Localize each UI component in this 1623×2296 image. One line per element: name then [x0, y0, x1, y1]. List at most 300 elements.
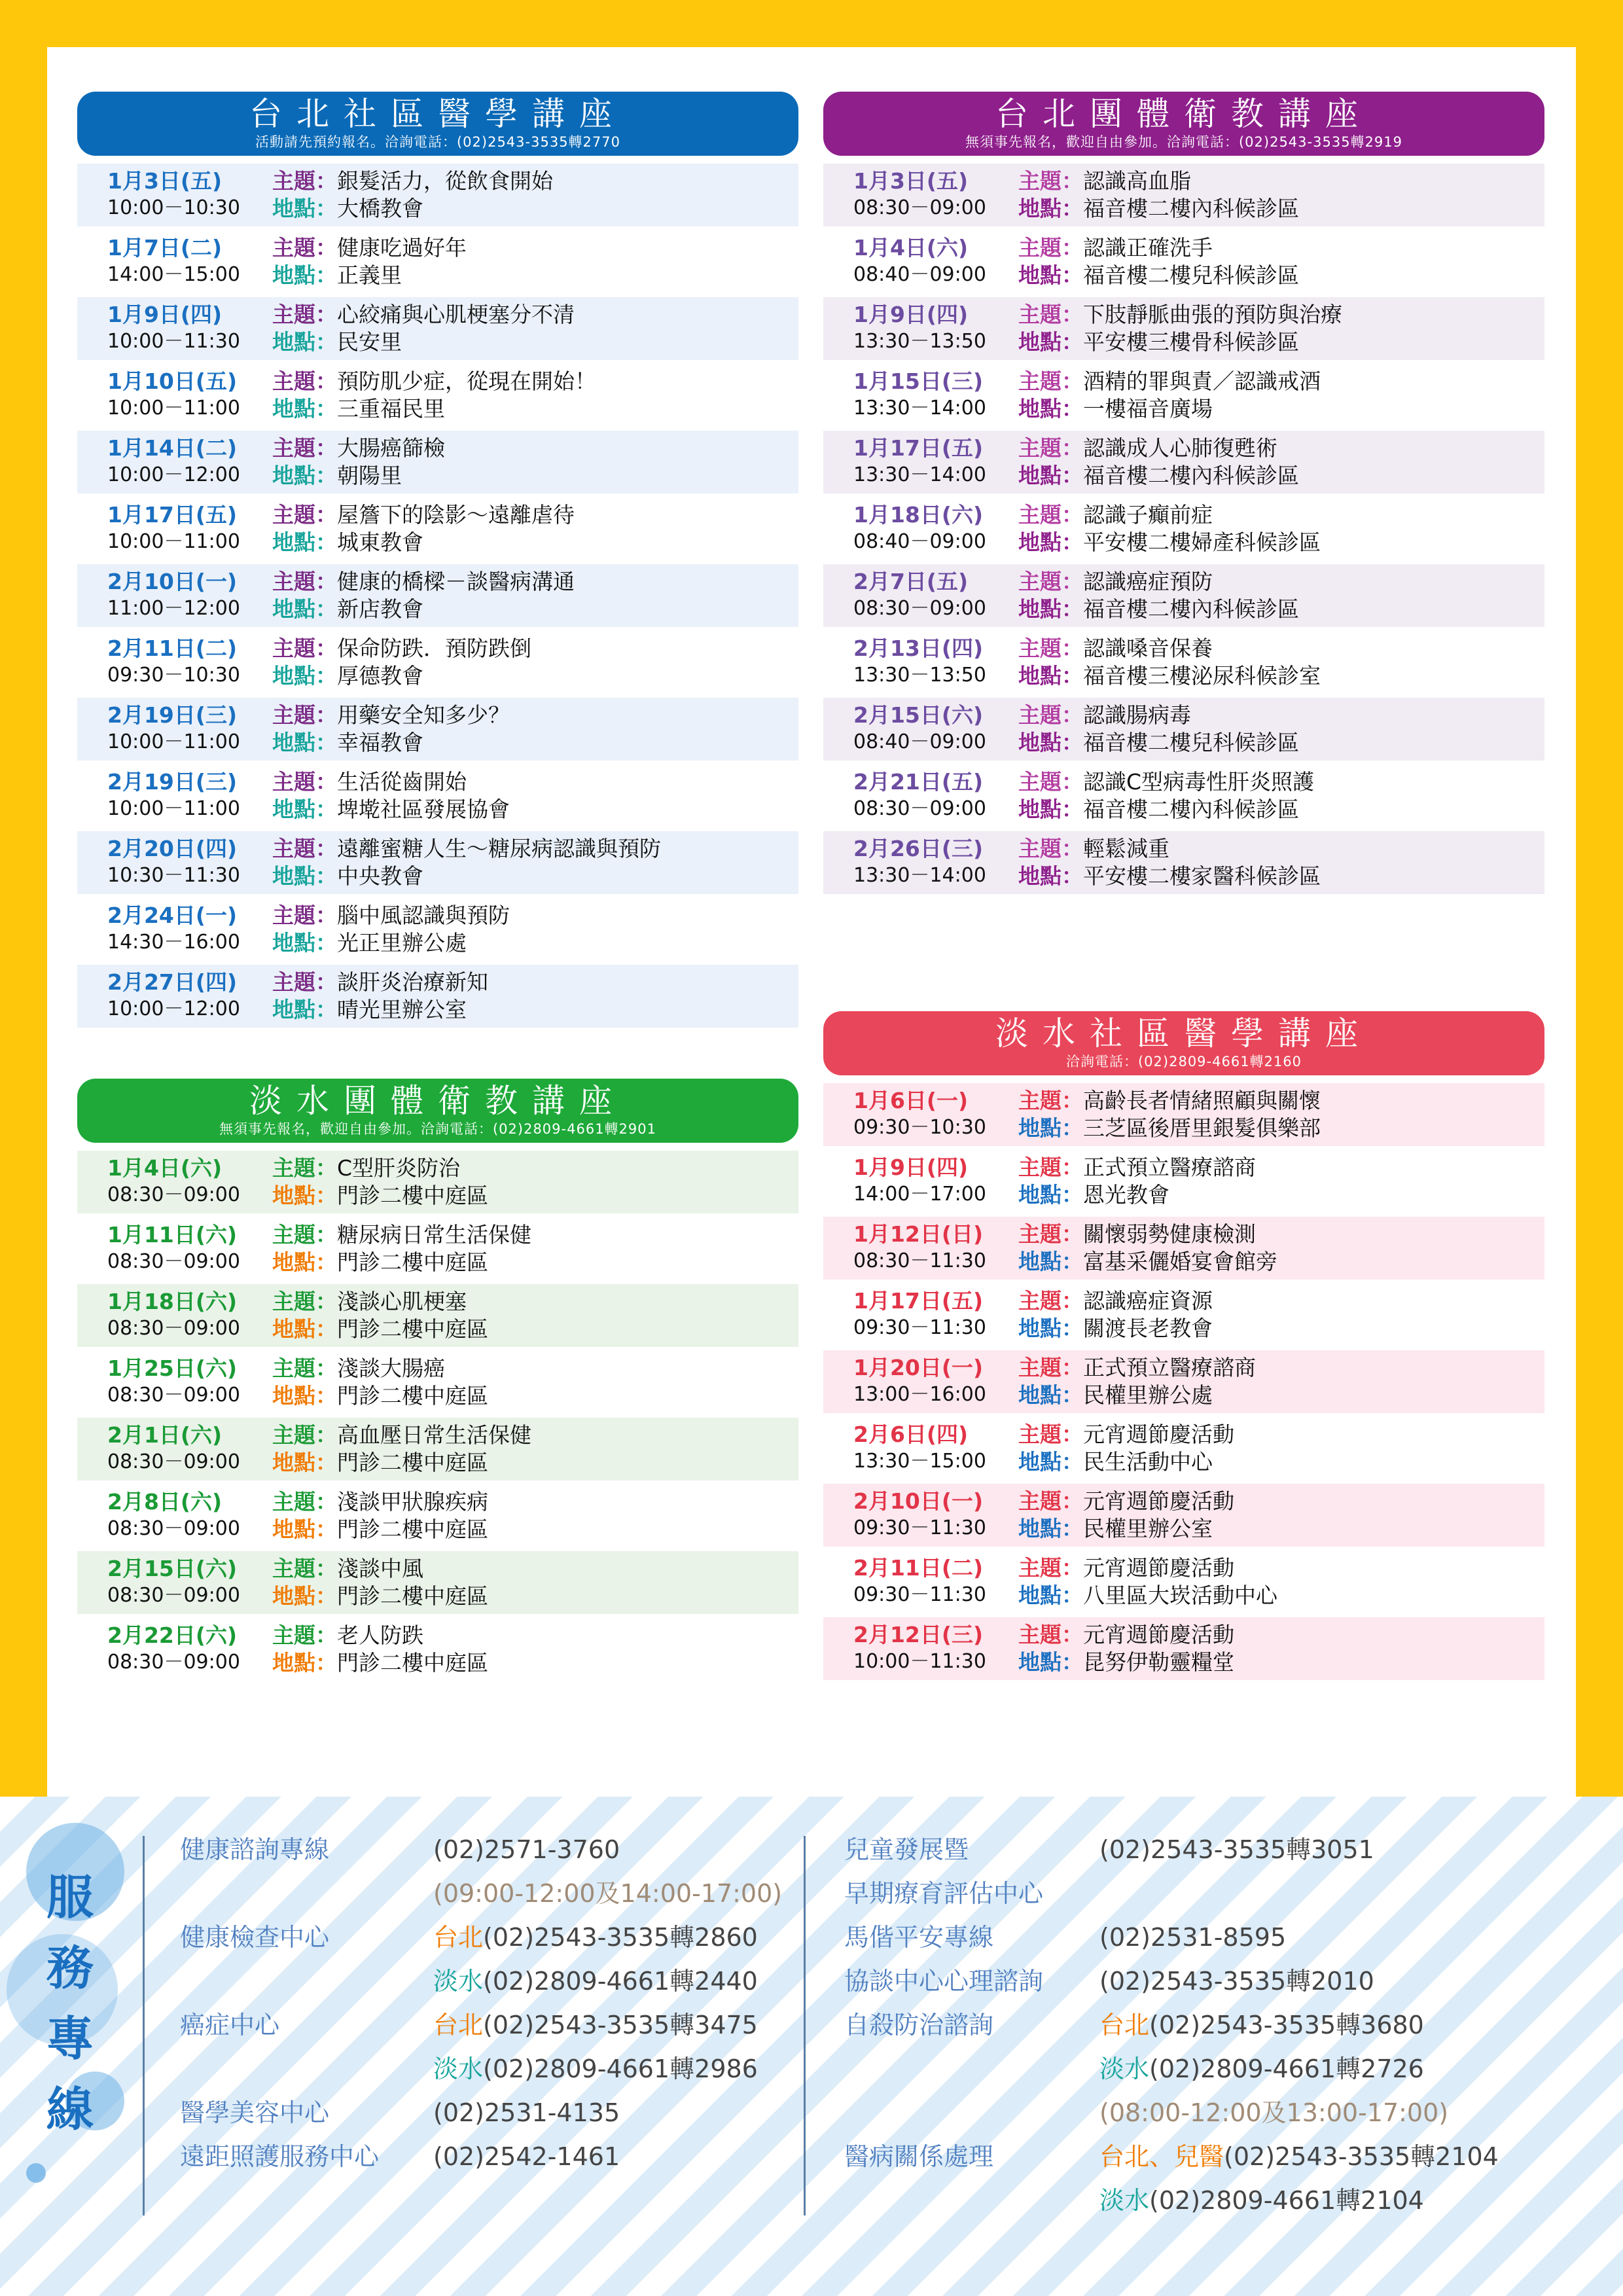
lecture-datetime [77, 564, 272, 627]
lecture-time: 09:30－11:30 [853, 1583, 986, 1606]
lecture-time: 08:40－09:00 [853, 530, 986, 553]
place-line [272, 529, 798, 556]
lecture-datetime [823, 1217, 1018, 1280]
lecture-info [1018, 1283, 1544, 1346]
colon: ： [1061, 302, 1083, 327]
topic-value: 大腸癌篩檢 [337, 435, 445, 461]
lecture-info [272, 1351, 798, 1414]
branch-label: 台北、兒醫 [1099, 2142, 1224, 2171]
service-number [1099, 1960, 1374, 2003]
lecture-datetime [77, 1151, 272, 1213]
topic-label: 主題 [1018, 1422, 1061, 1447]
place-line [272, 796, 798, 823]
lecture-date: 1月12日(日) [853, 1221, 984, 1247]
colon: ： [1061, 235, 1083, 260]
topic-label: 主題 [272, 1556, 315, 1581]
phone-number: (02)2543-3535轉3051 [1099, 1835, 1374, 1864]
colon: ： [315, 863, 337, 889]
topic-value: 淺談大腸癌 [337, 1355, 445, 1381]
lecture-info [1018, 230, 1544, 293]
topic-line [1018, 301, 1544, 329]
topic-label: 主題 [272, 1355, 315, 1381]
place-line [272, 863, 798, 890]
topic-label: 主題 [272, 1422, 315, 1448]
topic-value: 認識癌症資源 [1083, 1288, 1213, 1314]
lecture-time: 10:00－10:30 [107, 196, 240, 219]
topic-line [272, 768, 798, 796]
place-value: 門診二樓中庭區 [337, 1650, 488, 1676]
place-label: 地點 [272, 196, 315, 221]
topic-line [1018, 1621, 1544, 1649]
colon: ： [1061, 1316, 1083, 1341]
topic-label: 主題 [1018, 1288, 1061, 1314]
phone-number: (02)2543-3535轉3680 [1149, 2011, 1424, 2039]
lecture-row [77, 831, 798, 894]
place-line [272, 729, 798, 757]
service-number [433, 2091, 620, 2135]
lecture-date: 2月6日(四) [853, 1422, 969, 1447]
lecture-time: 13:30－14:00 [853, 864, 986, 887]
lecture-datetime [77, 1618, 272, 1681]
topic-line [1018, 768, 1544, 796]
place-value: 昆努伊勒靈糧堂 [1083, 1649, 1234, 1675]
colon: ： [315, 1583, 337, 1609]
topic-line [1018, 1221, 1544, 1248]
topic-value: 酒精的罪與責／認識戒酒 [1083, 368, 1321, 394]
place-value: 民權里辦公處 [1083, 1382, 1213, 1408]
lecture-info [272, 965, 798, 1028]
topic-line [1018, 1087, 1544, 1115]
branch-label: 淡水 [1099, 2054, 1150, 2083]
colon: ： [315, 596, 337, 622]
section-title: 淡水團體衛教講座 [249, 1082, 626, 1120]
topic-label: 主題 [1018, 569, 1061, 594]
lecture-row [823, 1150, 1544, 1213]
place-line [1018, 1649, 1544, 1676]
place-label: 地點 [1018, 396, 1061, 422]
topic-label: 主題 [272, 836, 315, 861]
topic-line [272, 435, 798, 462]
colon: ： [1061, 168, 1083, 194]
colon: ： [1061, 1088, 1083, 1113]
lecture-row [77, 1418, 798, 1480]
lecture-time: 08:30－09:00 [107, 1450, 240, 1473]
topic-line [1018, 1154, 1544, 1181]
lecture-datetime [77, 698, 272, 761]
section-title: 台北團體衛教講座 [995, 95, 1372, 133]
lecture-info [272, 1151, 798, 1213]
lecture-info [272, 364, 798, 427]
lecture-row [823, 497, 1544, 560]
service-number [433, 2135, 620, 2179]
topic-value: 認識C型病毒性肝炎照護 [1083, 769, 1315, 795]
lecture-info [1018, 1417, 1544, 1480]
lecture-datetime [823, 764, 1018, 827]
lecture-date: 2月10日(一) [853, 1488, 984, 1514]
section-header [77, 1079, 798, 1143]
lecture-date: 1月10日(五) [107, 368, 238, 394]
lecture-datetime [823, 1083, 1018, 1146]
topic-value: 下肢靜脈曲張的預防與治療 [1083, 302, 1342, 327]
lecture-row [823, 1283, 1544, 1346]
header-gap [823, 1075, 1544, 1079]
lecture-time: 08:30－11:30 [853, 1249, 986, 1272]
place-value: 三重福民里 [337, 396, 445, 422]
lecture-date: 1月18日(六) [853, 502, 984, 528]
lecture-info [272, 1418, 798, 1480]
lecture-info [272, 497, 798, 560]
phone-number: (02)2809-4661轉2726 [1149, 2054, 1424, 2083]
place-value: 門診二樓中庭區 [337, 1249, 488, 1275]
place-value: 門診二樓中庭區 [337, 1316, 488, 1342]
colon: ： [1061, 1382, 1083, 1408]
service-lines-footer [0, 1797, 1623, 2296]
colon: ： [315, 702, 337, 728]
section-header [823, 1011, 1544, 1075]
section-subtitle: 無須事先報名，歡迎自由參加。洽詢電話：(02)2809-4661轉2901 [219, 1121, 656, 1137]
topic-value: 認識正確洗手 [1083, 235, 1213, 260]
colon: ： [1061, 1622, 1083, 1647]
place-value: 晴光里辦公室 [337, 997, 467, 1022]
topic-line [272, 568, 798, 596]
topic-label: 主題 [1018, 636, 1061, 661]
lecture-time: 11:00－12:00 [107, 597, 240, 620]
place-line [272, 1583, 798, 1610]
service-number [433, 1872, 782, 1916]
lecture-info [272, 431, 798, 493]
colon: ： [315, 1650, 337, 1676]
place-line [272, 929, 798, 957]
service-name: 醫學美容中心 [180, 2098, 330, 2127]
colon: ： [315, 1155, 337, 1181]
lecture-datetime [823, 1417, 1018, 1480]
phone-number: (02)2542-1461 [433, 2142, 620, 2171]
topic-line [272, 1422, 798, 1449]
colon: ： [315, 903, 337, 928]
topic-line [1018, 568, 1544, 596]
place-label: 地點 [1018, 1182, 1061, 1208]
topic-value: 淺談甲狀腺疾病 [337, 1489, 488, 1515]
place-value: 門診二樓中庭區 [337, 1183, 488, 1208]
colon: ： [1061, 1649, 1083, 1675]
lecture-datetime [823, 564, 1018, 627]
place-line [272, 662, 798, 690]
place-value: 城東教會 [337, 529, 423, 555]
lecture-datetime [823, 1551, 1018, 1613]
colon: ： [1061, 569, 1083, 594]
place-line [272, 1516, 798, 1543]
place-label: 地點 [1018, 797, 1061, 822]
colon: ： [315, 797, 337, 822]
topic-value: 老人防跌 [337, 1623, 423, 1648]
lecture-info [272, 1284, 798, 1347]
lecture-row [823, 831, 1544, 894]
colon: ： [315, 636, 337, 661]
lecture-time: 14:00－15:00 [107, 263, 240, 286]
service-number [1099, 1916, 1286, 1960]
lecture-row [823, 1551, 1544, 1613]
header-gap [77, 156, 798, 160]
lecture-time: 10:00－11:00 [107, 397, 240, 420]
place-value: 門診二樓中庭區 [337, 1583, 488, 1609]
lecture-info [272, 1217, 798, 1280]
place-line [272, 1449, 798, 1477]
lecture-row [77, 1217, 798, 1280]
place-value: 新店教會 [337, 596, 423, 622]
colon: ： [1061, 863, 1083, 889]
place-label: 地點 [272, 730, 315, 755]
lecture-date: 2月13日(四) [853, 636, 984, 661]
colon: ： [315, 463, 337, 488]
place-value: 福音樓二樓兒科候診區 [1083, 730, 1299, 755]
colon: ： [315, 1289, 337, 1314]
lecture-time: 13:30－15:00 [853, 1450, 986, 1473]
lecture-date: 1月17日(五) [853, 435, 984, 461]
lecture-row [823, 431, 1544, 493]
topic-label: 主題 [1018, 1488, 1061, 1514]
place-line [272, 262, 798, 289]
divider [143, 1836, 145, 2215]
lecture-time: 08:30－09:00 [107, 1517, 240, 1540]
topic-line [272, 1488, 798, 1516]
topic-label: 主題 [1018, 168, 1061, 194]
place-value: 關渡長老教會 [1083, 1316, 1213, 1341]
lecture-date: 2月26日(三) [853, 836, 984, 861]
topic-line [1018, 1287, 1544, 1315]
lecture-info [272, 764, 798, 827]
lecture-date: 2月24日(一) [107, 903, 238, 928]
place-value: 民生活動中心 [1083, 1449, 1213, 1475]
place-label: 地點 [272, 1583, 315, 1609]
phone-number: (02)2809-4661轉2986 [483, 2054, 758, 2083]
branch-label: 台北 [433, 1923, 484, 1952]
topic-label: 主題 [272, 1155, 315, 1181]
topic-line [272, 368, 798, 395]
colon: ： [315, 302, 337, 327]
lecture-date: 2月15日(六) [107, 1556, 238, 1581]
topic-value: 腦中風認識與預防 [337, 903, 510, 928]
lecture-info [1018, 631, 1544, 694]
service-name: 健康檢查中心 [180, 1923, 330, 1952]
lecture-date: 1月17日(五) [853, 1288, 984, 1314]
lecture-datetime [77, 965, 272, 1028]
place-line [272, 1316, 798, 1343]
colon: ： [1061, 1115, 1083, 1141]
topic-line [1018, 635, 1544, 662]
lecture-date: 2月8日(六) [107, 1489, 223, 1515]
place-label: 地點 [272, 262, 315, 288]
section-subtitle: 洽詢電話：(02)2809-4661轉2160 [1065, 1054, 1302, 1069]
topic-label: 主題 [272, 569, 315, 594]
colon: ： [1061, 702, 1083, 728]
topic-label: 主題 [1018, 435, 1061, 461]
topic-label: 主題 [1018, 1555, 1061, 1581]
topic-line [272, 1555, 798, 1583]
lecture-datetime [823, 1484, 1018, 1547]
topic-line [272, 835, 798, 863]
tamsui-group-section [77, 1079, 798, 1681]
colon: ： [315, 1249, 337, 1275]
colon: ： [315, 969, 337, 995]
lecture-row [77, 1618, 798, 1681]
colon: ： [1061, 262, 1083, 288]
place-line [1018, 1315, 1544, 1342]
lecture-time: 13:30－14:00 [853, 397, 986, 420]
lecture-row [77, 164, 798, 226]
topic-label: 主題 [272, 969, 315, 995]
colon: ： [1061, 1182, 1083, 1208]
branch-label: 淡水 [433, 1967, 484, 1996]
place-line [1018, 1181, 1544, 1209]
topic-label: 主題 [272, 636, 315, 661]
header-gap [77, 1143, 798, 1147]
lecture-info [1018, 1217, 1544, 1280]
topic-label: 主題 [272, 168, 315, 194]
topic-label: 主題 [272, 235, 315, 260]
colon: ： [1061, 1516, 1083, 1541]
place-line [272, 195, 798, 223]
lecture-date: 2月19日(三) [107, 702, 238, 728]
colon: ： [1061, 1355, 1083, 1380]
lecture-time: 10:00－12:00 [107, 997, 240, 1020]
colon: ： [1061, 1288, 1083, 1314]
topic-line [272, 702, 798, 729]
topic-value: 元宵週節慶活動 [1083, 1488, 1234, 1514]
lecture-datetime [77, 1484, 272, 1547]
lecture-datetime [77, 297, 272, 360]
phone-number: (02)2809-4661轉2440 [483, 1967, 758, 1996]
branch-label: 淡水 [1099, 2186, 1150, 2215]
lecture-time: 08:30－09:00 [107, 1250, 240, 1273]
service-name: 早期療育評估中心 [844, 1879, 1044, 1908]
place-label: 地點 [272, 529, 315, 555]
lecture-date: 1月17日(五) [107, 502, 238, 528]
topic-value: 認識高血脂 [1083, 168, 1191, 194]
place-value: 民安里 [337, 329, 402, 355]
topic-value: 關懷弱勢健康檢測 [1083, 1221, 1256, 1247]
lecture-time: 08:30－09:00 [107, 1317, 240, 1340]
lecture-date: 1月25日(六) [107, 1355, 238, 1381]
topic-value: 健康吃過好年 [337, 235, 467, 260]
colon: ： [1061, 1449, 1083, 1475]
colon: ： [315, 730, 337, 755]
lecture-time: 10:00－11:00 [107, 530, 240, 553]
place-value: 朝陽里 [337, 463, 402, 488]
topic-label: 主題 [1018, 1622, 1061, 1647]
topic-line [1018, 501, 1544, 529]
lecture-datetime [823, 831, 1018, 894]
lecture-time: 08:30－09:00 [853, 196, 986, 219]
lecture-info [1018, 831, 1544, 894]
place-label: 地點 [272, 863, 315, 889]
colon: ： [315, 769, 337, 795]
colon: ： [1061, 529, 1083, 555]
place-line [272, 1649, 798, 1677]
section-title: 淡水社區醫學講座 [995, 1014, 1372, 1052]
topic-line [272, 301, 798, 329]
topic-value: 心絞痛與心肌梗塞分不清 [337, 302, 575, 327]
place-label: 地點 [272, 463, 315, 488]
place-label: 地點 [1018, 1115, 1061, 1141]
service-number [1099, 2047, 1424, 2091]
colon: ： [315, 235, 337, 260]
colon: ： [315, 168, 337, 194]
place-label: 地點 [1018, 1516, 1061, 1541]
lecture-info [1018, 297, 1544, 360]
topic-value: 生活從齒開始 [337, 769, 467, 795]
topic-line [272, 1221, 798, 1249]
topic-value: 談肝炎治療新知 [337, 969, 488, 995]
service-name: 癌症中心 [180, 2011, 280, 2039]
lecture-time: 10:30－11:30 [107, 864, 240, 887]
divider [804, 1836, 806, 2215]
lecture-row [823, 164, 1544, 226]
topic-label: 主題 [272, 903, 315, 928]
lecture-row [77, 1551, 798, 1614]
service-title-char: 專 [46, 2011, 94, 2066]
topic-value: 高齡長者情緒照顧與關懷 [1083, 1088, 1321, 1113]
topic-label: 主題 [272, 368, 315, 394]
place-line [1018, 195, 1544, 223]
colon: ： [315, 368, 337, 394]
lecture-info [1018, 431, 1544, 493]
place-line [272, 596, 798, 623]
place-value: 富基采儷婚宴會館旁 [1083, 1249, 1277, 1274]
colon: ： [1061, 502, 1083, 528]
topic-value: 健康的橋樑－談醫病溝通 [337, 569, 575, 594]
topic-value: 保命防跌．預防跌倒 [337, 636, 531, 661]
lecture-row [823, 1484, 1544, 1547]
colon: ： [1061, 1249, 1083, 1274]
colon: ： [315, 930, 337, 956]
service-number [433, 1960, 758, 2003]
topic-line [1018, 435, 1544, 462]
place-label: 地點 [1018, 262, 1061, 288]
lecture-date: 2月21日(五) [853, 769, 984, 795]
lecture-row [77, 564, 798, 627]
lecture-datetime [77, 631, 272, 694]
phone-number: (09:00-12:00及14:00-17:00) [433, 1879, 783, 1908]
lecture-info [1018, 1350, 1544, 1413]
lecture-time: 08:30－09:00 [853, 597, 986, 620]
colon: ： [1061, 435, 1083, 461]
place-value: 民權里辦公室 [1083, 1516, 1213, 1541]
service-number [1099, 2135, 1499, 2179]
colon: ： [1061, 730, 1083, 755]
colon: ： [315, 1355, 337, 1381]
topic-value: 認識子癲前症 [1083, 502, 1213, 528]
place-label: 地點 [272, 396, 315, 422]
topic-label: 主題 [1018, 1355, 1061, 1380]
place-label: 地點 [272, 1650, 315, 1676]
section-subtitle: 無須事先報名，歡迎自由參加。洽詢電話：(02)2543-3535轉2919 [965, 134, 1402, 150]
branch-label: 台北 [433, 2011, 484, 2039]
lecture-datetime [823, 364, 1018, 427]
lecture-datetime [77, 230, 272, 293]
service-number [1099, 1828, 1374, 1872]
topic-label: 主題 [1018, 302, 1061, 327]
lecture-date: 1月3日(五) [853, 168, 969, 194]
topic-label: 主題 [272, 702, 315, 728]
place-label: 地點 [1018, 1382, 1061, 1408]
topic-value: 元宵週節慶活動 [1083, 1622, 1234, 1647]
lecture-time: 13:30－13:50 [853, 664, 986, 687]
place-value: 光正里辦公處 [337, 930, 467, 956]
topic-label: 主題 [272, 1489, 315, 1515]
place-line [1018, 662, 1544, 690]
lecture-time: 09:30－10:30 [853, 1116, 986, 1139]
colon: ： [315, 1450, 337, 1475]
